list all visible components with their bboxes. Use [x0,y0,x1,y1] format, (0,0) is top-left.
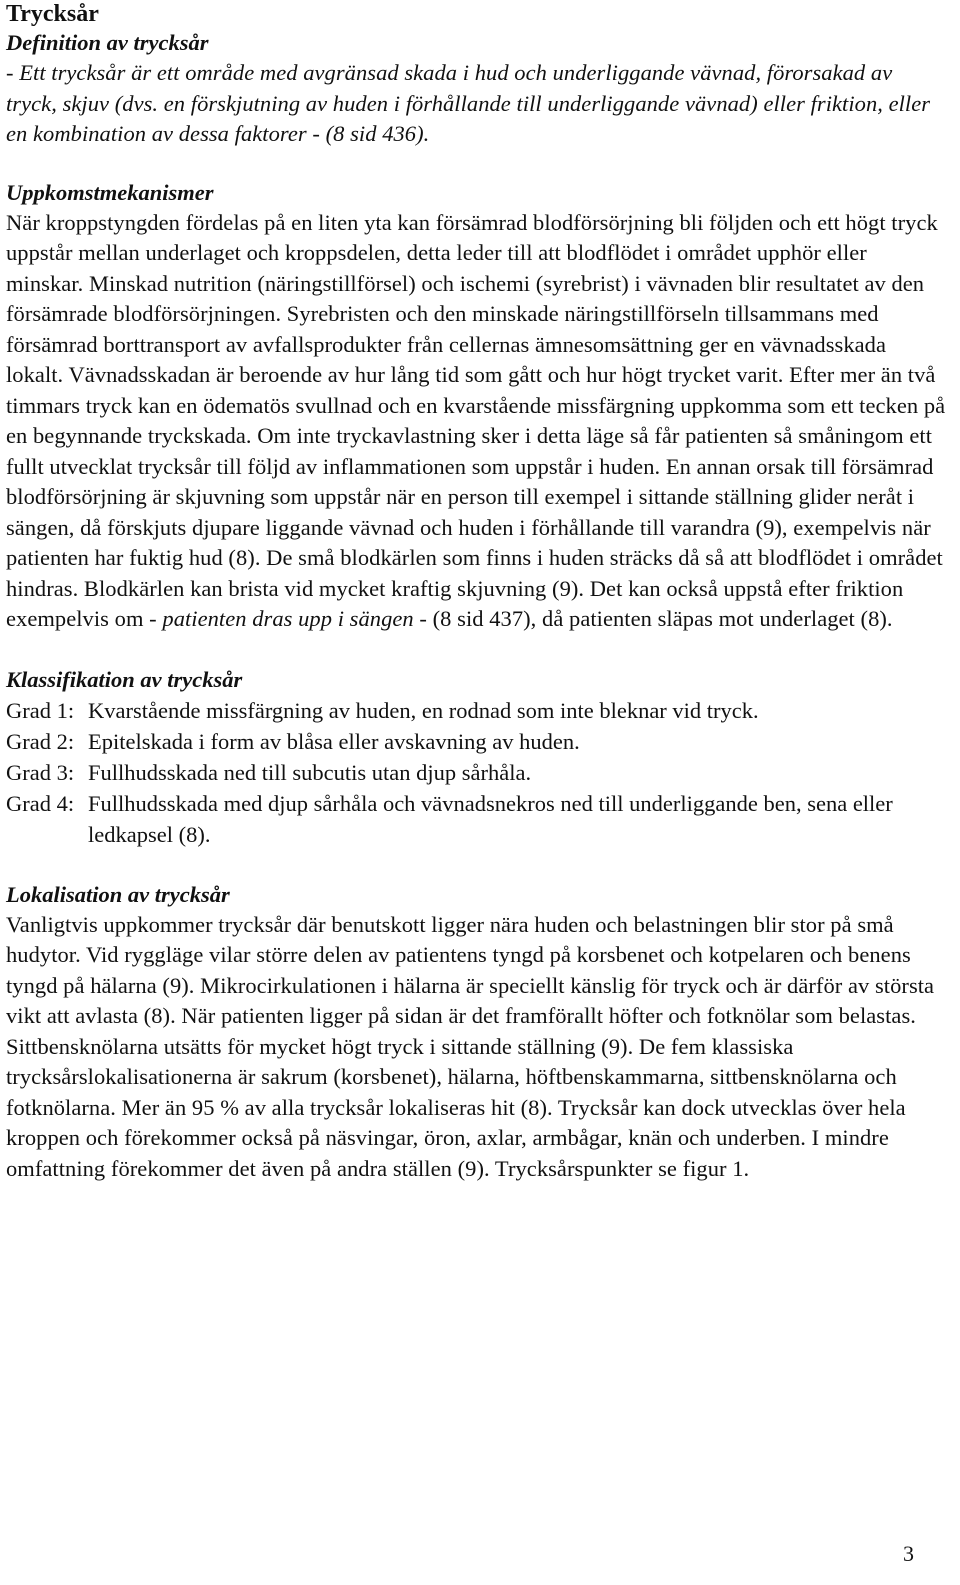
grade-item [6,757,946,788]
mechanism-text-end: - (8 sid 437), då patienten släpas mot underlaget (8). [413,606,893,631]
grade-item [6,726,946,757]
mechanism-heading: Uppkomstmekanismer [6,179,214,205]
grade-text: Epitelskada i form av blåsa eller avskavning av huden. [88,728,580,754]
grade-text: Fullhudsskada med djup sårhåla och vävnadsnekros ned till underliggande ben, sena eller ledkapsel (8). [88,790,893,847]
grade-item [6,788,946,850]
grade-text: Kvarstående missfärgning av huden, en rodnad som inte bleknar vid tryck. [88,697,759,723]
page-number: 3 [903,1541,914,1566]
classification-heading: Klassifikation av trycksår [6,666,243,692]
grade-label: Grad 1: [6,697,75,723]
grade-label: Grad 2: [6,728,75,754]
grade-item [6,695,946,726]
mechanism-italic-quote: patienten dras upp i sängen [162,606,414,631]
mechanism-text [6,208,946,635]
definition-text: - Ett trycksår är ett område med avgränsad skada i hud och underliggande vävnad, förorsakad av tryck, skjuv (dvs. en förskjutning av huden i förhållande till underliggande vävnad) eller friktion, eller en kombination av dessa faktorer - (8 sid 436). [6,60,931,146]
grade-text: Fullhudsskada ned till subcutis utan djup sårhåla. [88,759,532,785]
grade-list [6,695,946,850]
spacer [6,635,946,665]
mechanism-text-main: När kroppstyngden fördelas på en liten yta kan försämrad blodförsörjning bli följden och ett högt tryck uppstår mellan underlaget och kroppsdelen, detta leder till att blodflödet i området upphör eller minskar. Minskad nutrition (näringstillförsel) och ischemi (syrebrist) i vävnaden blir resultatet av den försämrade blodförsörjningen. Syrebristen och den minskade näringstillförseln tillsammans med försämrad borttransport av avfallsprodukter från cellernas ämnesomsättning ger en vävnadsskada lokalt. Vävnadsskadan är beroende av hur lång tid som gått och hur högt trycket varit. Efter mer än två timmars tryck kan en ödematös svullnad och en kvarstående missfärgning uppkomma som ett tecken på en begynnande tryckskada. Om inte tryckavlastning sker i detta läge så får patienten så småningom ett fullt utvecklat trycksår till följd av inflammationen som uppstår i huden. En annan orsak till försämrad blodförsörjning är skjuvning som uppstår när en person till exempel i sittande ställning glider neråt i sängen, då förskjuts djupare liggande vävnad och huden i förhållande till varandra (9), exempelvis när patienten har fuktig hud (8). De små blodkärlen som finns i huden sträcks då så att blodflödet i området hindras. Blodkärlen kan brista vid mycket kraftig skjuvning (9). Det kan också uppstå efter friktion exempelvis om - [6,209,946,631]
document-page [6,0,946,1184]
localisation-text: Vanligtvis uppkommer trycksår där benutskott ligger nära huden och belastningen blir stor på små hudytor. Vid ryggläge vilar större delen av patientens tyngd på korsbenet och kotpelaren och benens tyngd på hälarna (9). Mikrocirkulationen i hälarna är speciellt känslig för tryck och är därför av största vikt att avlasta (8). När patienten ligger på sidan är det framförallt höfter och fotknölar som belastas. Sittbensknölarna utsätts för mycket högt tryck i sittande ställning (9). De fem klassiska trycksårslokalisationerna är sakrum (korsbenet), hälarna, höftbenskammarna, sittbensknölarna och fotknölarna. Mer än 95 % av alla trycksår lokaliseras hit (8). Trycksår kan dock utvecklas över hela kroppen och förekommer också på näsvingar, öron, axlar, armbågar, knän och underben. I mindre omfattning förekommer det även på andra ställen (9). Trycksårspunkter se figur 1. [6,911,935,1181]
page-title: Trycksår [6,1,99,27]
grade-label: Grad 3: [6,759,75,785]
definition-heading: Definition av trycksår [6,30,209,55]
spacer [6,150,946,178]
localisation-heading: Lokalisation av trycksår [6,881,230,907]
spacer [6,850,946,880]
grade-label: Grad 4: [6,790,75,816]
